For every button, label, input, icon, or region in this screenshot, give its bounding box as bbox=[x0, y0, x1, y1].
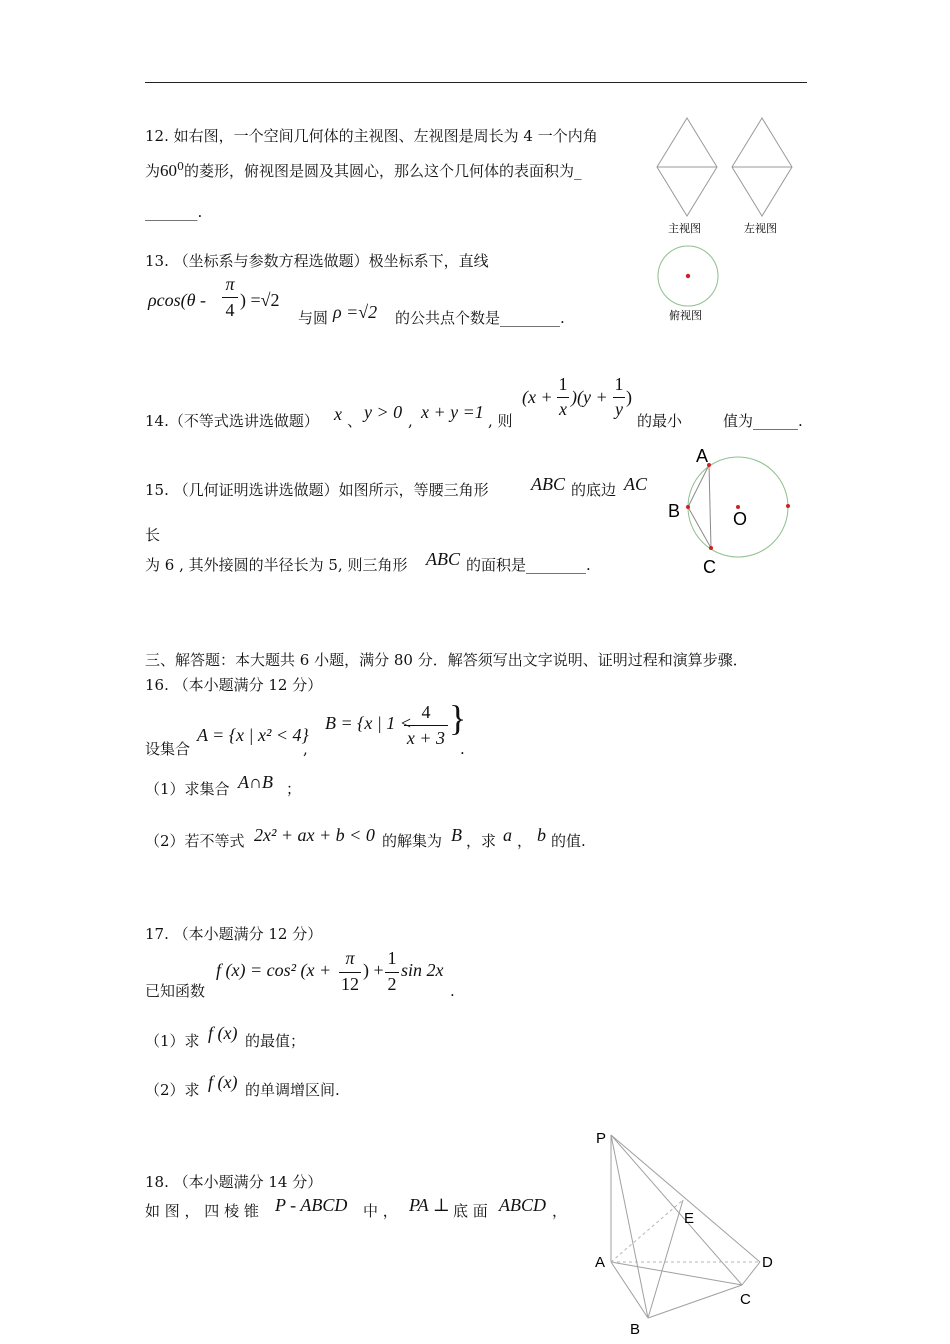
q15-line1-pre: 15. （几何证明选讲选做题）如图所示，等腰三角形 bbox=[145, 481, 489, 499]
q13-eq-rhs: ) =√2 bbox=[240, 290, 280, 310]
q16-set-b-pre: B = {x | 1 < bbox=[325, 713, 412, 733]
q15-line3-pre: 为 6 , 其外接圆的半径长为 5, 则三角形 bbox=[145, 556, 408, 574]
q14-yd: y bbox=[615, 399, 623, 419]
q18-l1a: 如 图 ， 四 棱 锥 bbox=[145, 1202, 259, 1220]
q15-side-bc bbox=[688, 507, 711, 548]
q14-bar-b bbox=[613, 397, 625, 398]
q13-four: 4 bbox=[225, 300, 235, 320]
q13-pi: π bbox=[225, 274, 235, 294]
q15-line1-mid: 的底边 bbox=[571, 481, 617, 499]
q14-then: , 则 bbox=[488, 412, 513, 430]
q16-p2-expr: 2x² + ax + b < 0 bbox=[254, 825, 375, 845]
q15-line3-post: 的面积是________. bbox=[466, 556, 591, 574]
q17-two: 2 bbox=[387, 974, 397, 994]
q13-tail: 的公共点个数是________. bbox=[395, 309, 565, 327]
q17-p2-pre: （2）求 bbox=[145, 1081, 200, 1099]
line-be bbox=[648, 1200, 683, 1318]
q16-p2-end: 的值. bbox=[551, 832, 586, 850]
q18-label-b: B bbox=[630, 1321, 641, 1338]
q18-label-d: D bbox=[762, 1254, 773, 1271]
q15-abc: ABC bbox=[531, 474, 565, 494]
q17-head: 17. （本小题满分 12 分） bbox=[145, 925, 323, 943]
edge-cd bbox=[742, 1262, 760, 1285]
q16-frac-bar bbox=[404, 725, 448, 726]
q17-fn-end: . bbox=[450, 982, 455, 1000]
q16-p1-pre: （1）求集合 bbox=[145, 780, 230, 798]
q12-left-view-figure bbox=[732, 118, 792, 216]
q18-pabcd: P - ABCD bbox=[275, 1195, 348, 1215]
q15-line2: 长 bbox=[145, 526, 161, 544]
q17-twelve: 12 bbox=[341, 974, 359, 994]
diag-ac bbox=[611, 1262, 742, 1285]
q17-bar-pi bbox=[339, 972, 361, 973]
q15-abc-2: ABC bbox=[426, 549, 460, 569]
q14-x: x bbox=[334, 404, 342, 424]
q14-expr-c: ) bbox=[626, 387, 632, 407]
q17-fx-b: ) + bbox=[363, 960, 384, 980]
q13-line1: 13. （坐标系与参数方程选做题）极坐标系下，直线 bbox=[145, 252, 489, 270]
q14-sep: 、 bbox=[347, 412, 363, 430]
q12-line1: 12. 如右图，一个空间几何体的主视图、左视图是周长为 4 一个内角 bbox=[145, 127, 598, 145]
q16-set-end: . bbox=[460, 740, 465, 758]
q14-cond2: x + y =1 bbox=[421, 402, 484, 422]
q14-cond1: y > 0 bbox=[364, 402, 403, 422]
q15-label-b: B bbox=[668, 501, 681, 521]
q18-abcd: ABCD bbox=[499, 1195, 546, 1215]
q13-frac-bar bbox=[222, 297, 238, 298]
q15-ac: AC bbox=[624, 474, 648, 494]
q16-set-sep: , bbox=[303, 740, 308, 758]
q18-head: 18. （本小题满分 14 分） bbox=[145, 1173, 323, 1191]
q16-p2-mid: 的解集为 bbox=[382, 832, 443, 850]
q15-label-c: C bbox=[703, 557, 716, 577]
q17-fn-pre: 已知函数 bbox=[145, 982, 206, 1000]
q14-tail1: 的最小 bbox=[637, 412, 683, 430]
q15-dot-right bbox=[786, 504, 790, 508]
q15-side-ab bbox=[688, 465, 709, 507]
q17-p1-expr: f (x) bbox=[208, 1023, 238, 1043]
q18-l1c: 底 面 bbox=[453, 1202, 488, 1220]
q13-eq-lhs: ρcos(θ - bbox=[148, 290, 206, 310]
q16-set-pre: 设集合 bbox=[145, 740, 191, 758]
q16-p2-ask: ，求 bbox=[466, 832, 497, 850]
q17-p2-post: 的单调增区间. bbox=[245, 1081, 340, 1099]
q17-bar-half bbox=[385, 972, 399, 973]
section3-heading: 三、解答题：本大题共 6 小题，满分 80 分．解答须写出文字说明、证明过程和演算步骤． bbox=[145, 651, 748, 669]
q18-l1b: 中 ， bbox=[363, 1202, 398, 1220]
q18-label-p: P bbox=[596, 1130, 607, 1147]
q15-label-o: O bbox=[733, 509, 748, 529]
q15-side-ac bbox=[709, 465, 711, 548]
q12-angle: 60 bbox=[160, 161, 178, 180]
q16-brace-close: } bbox=[449, 698, 467, 738]
q17-p1-pre: （1）求 bbox=[145, 1032, 200, 1050]
q13-circle-eq: ρ =√2 bbox=[333, 302, 378, 322]
q17-p2-expr: f (x) bbox=[208, 1072, 238, 1092]
q16-p2-a: a bbox=[503, 825, 512, 845]
q14-one-b: 1 bbox=[614, 374, 624, 394]
q18-label-e: E bbox=[684, 1210, 695, 1227]
q18-pa: PA ⊥ bbox=[409, 1195, 450, 1215]
q14-expr-a: (x + bbox=[522, 387, 553, 407]
q14-tail2: 值为______. bbox=[723, 412, 803, 430]
q14-bar-a bbox=[557, 397, 569, 398]
q12-front-view-figure bbox=[657, 118, 717, 216]
edge-pd bbox=[611, 1135, 760, 1262]
q16-set-a: A = {x | x² < 4} bbox=[197, 725, 309, 745]
q14-comma: , bbox=[408, 412, 413, 430]
q17-pi: π bbox=[345, 948, 355, 968]
q18-l1d: ， bbox=[552, 1202, 568, 1220]
q12-left-label: 左视图 bbox=[744, 223, 777, 235]
q17-one: 1 bbox=[387, 948, 397, 968]
q15-label-a: A bbox=[696, 446, 709, 466]
q18-label-c: C bbox=[740, 1291, 751, 1308]
q16-den: x + 3 bbox=[406, 728, 446, 748]
q17-fx-a: f (x) = cos² (x + bbox=[216, 960, 332, 980]
q16-p1-end: ； bbox=[286, 780, 302, 798]
q16-num: 4 bbox=[421, 702, 431, 722]
q14-pre: 14.（不等式选讲选做题） bbox=[145, 412, 319, 430]
q15-dot-b bbox=[686, 505, 690, 509]
q14-xd: x bbox=[559, 399, 567, 419]
q12-line2: 为$60^0$的菱形，俯视图是圆及其圆心，那么这个几何体的表面积为_ bbox=[145, 160, 582, 180]
q12-top-label: 俯视图 bbox=[669, 310, 702, 322]
q12-line3: _______. bbox=[145, 203, 203, 221]
q13-mid: 与圆 bbox=[298, 309, 329, 327]
q18-label-a: A bbox=[595, 1254, 606, 1271]
line-ae-hidden bbox=[611, 1200, 683, 1262]
q17-fx-c: sin 2x bbox=[401, 960, 444, 980]
q15-dot-c bbox=[709, 546, 713, 550]
q16-p1-expr: A∩B bbox=[238, 772, 273, 792]
q16-head: 16. （本小题满分 12 分） bbox=[145, 676, 323, 694]
q12-front-label: 主视图 bbox=[668, 223, 701, 235]
q16-p2-pre: （2）若不等式 bbox=[145, 832, 245, 850]
q16-p2-comma: ， bbox=[517, 832, 533, 850]
q15-triangle bbox=[688, 465, 711, 548]
q16-p2-b: B bbox=[451, 825, 462, 845]
q17-p1-post: 的最值； bbox=[245, 1032, 306, 1050]
q12-top-view-center bbox=[686, 274, 690, 278]
q16-p2-b2: b bbox=[537, 825, 546, 845]
edge-bc bbox=[648, 1285, 742, 1318]
q14-one-a: 1 bbox=[558, 374, 568, 394]
q14-expr-b: )(y + bbox=[571, 387, 608, 407]
